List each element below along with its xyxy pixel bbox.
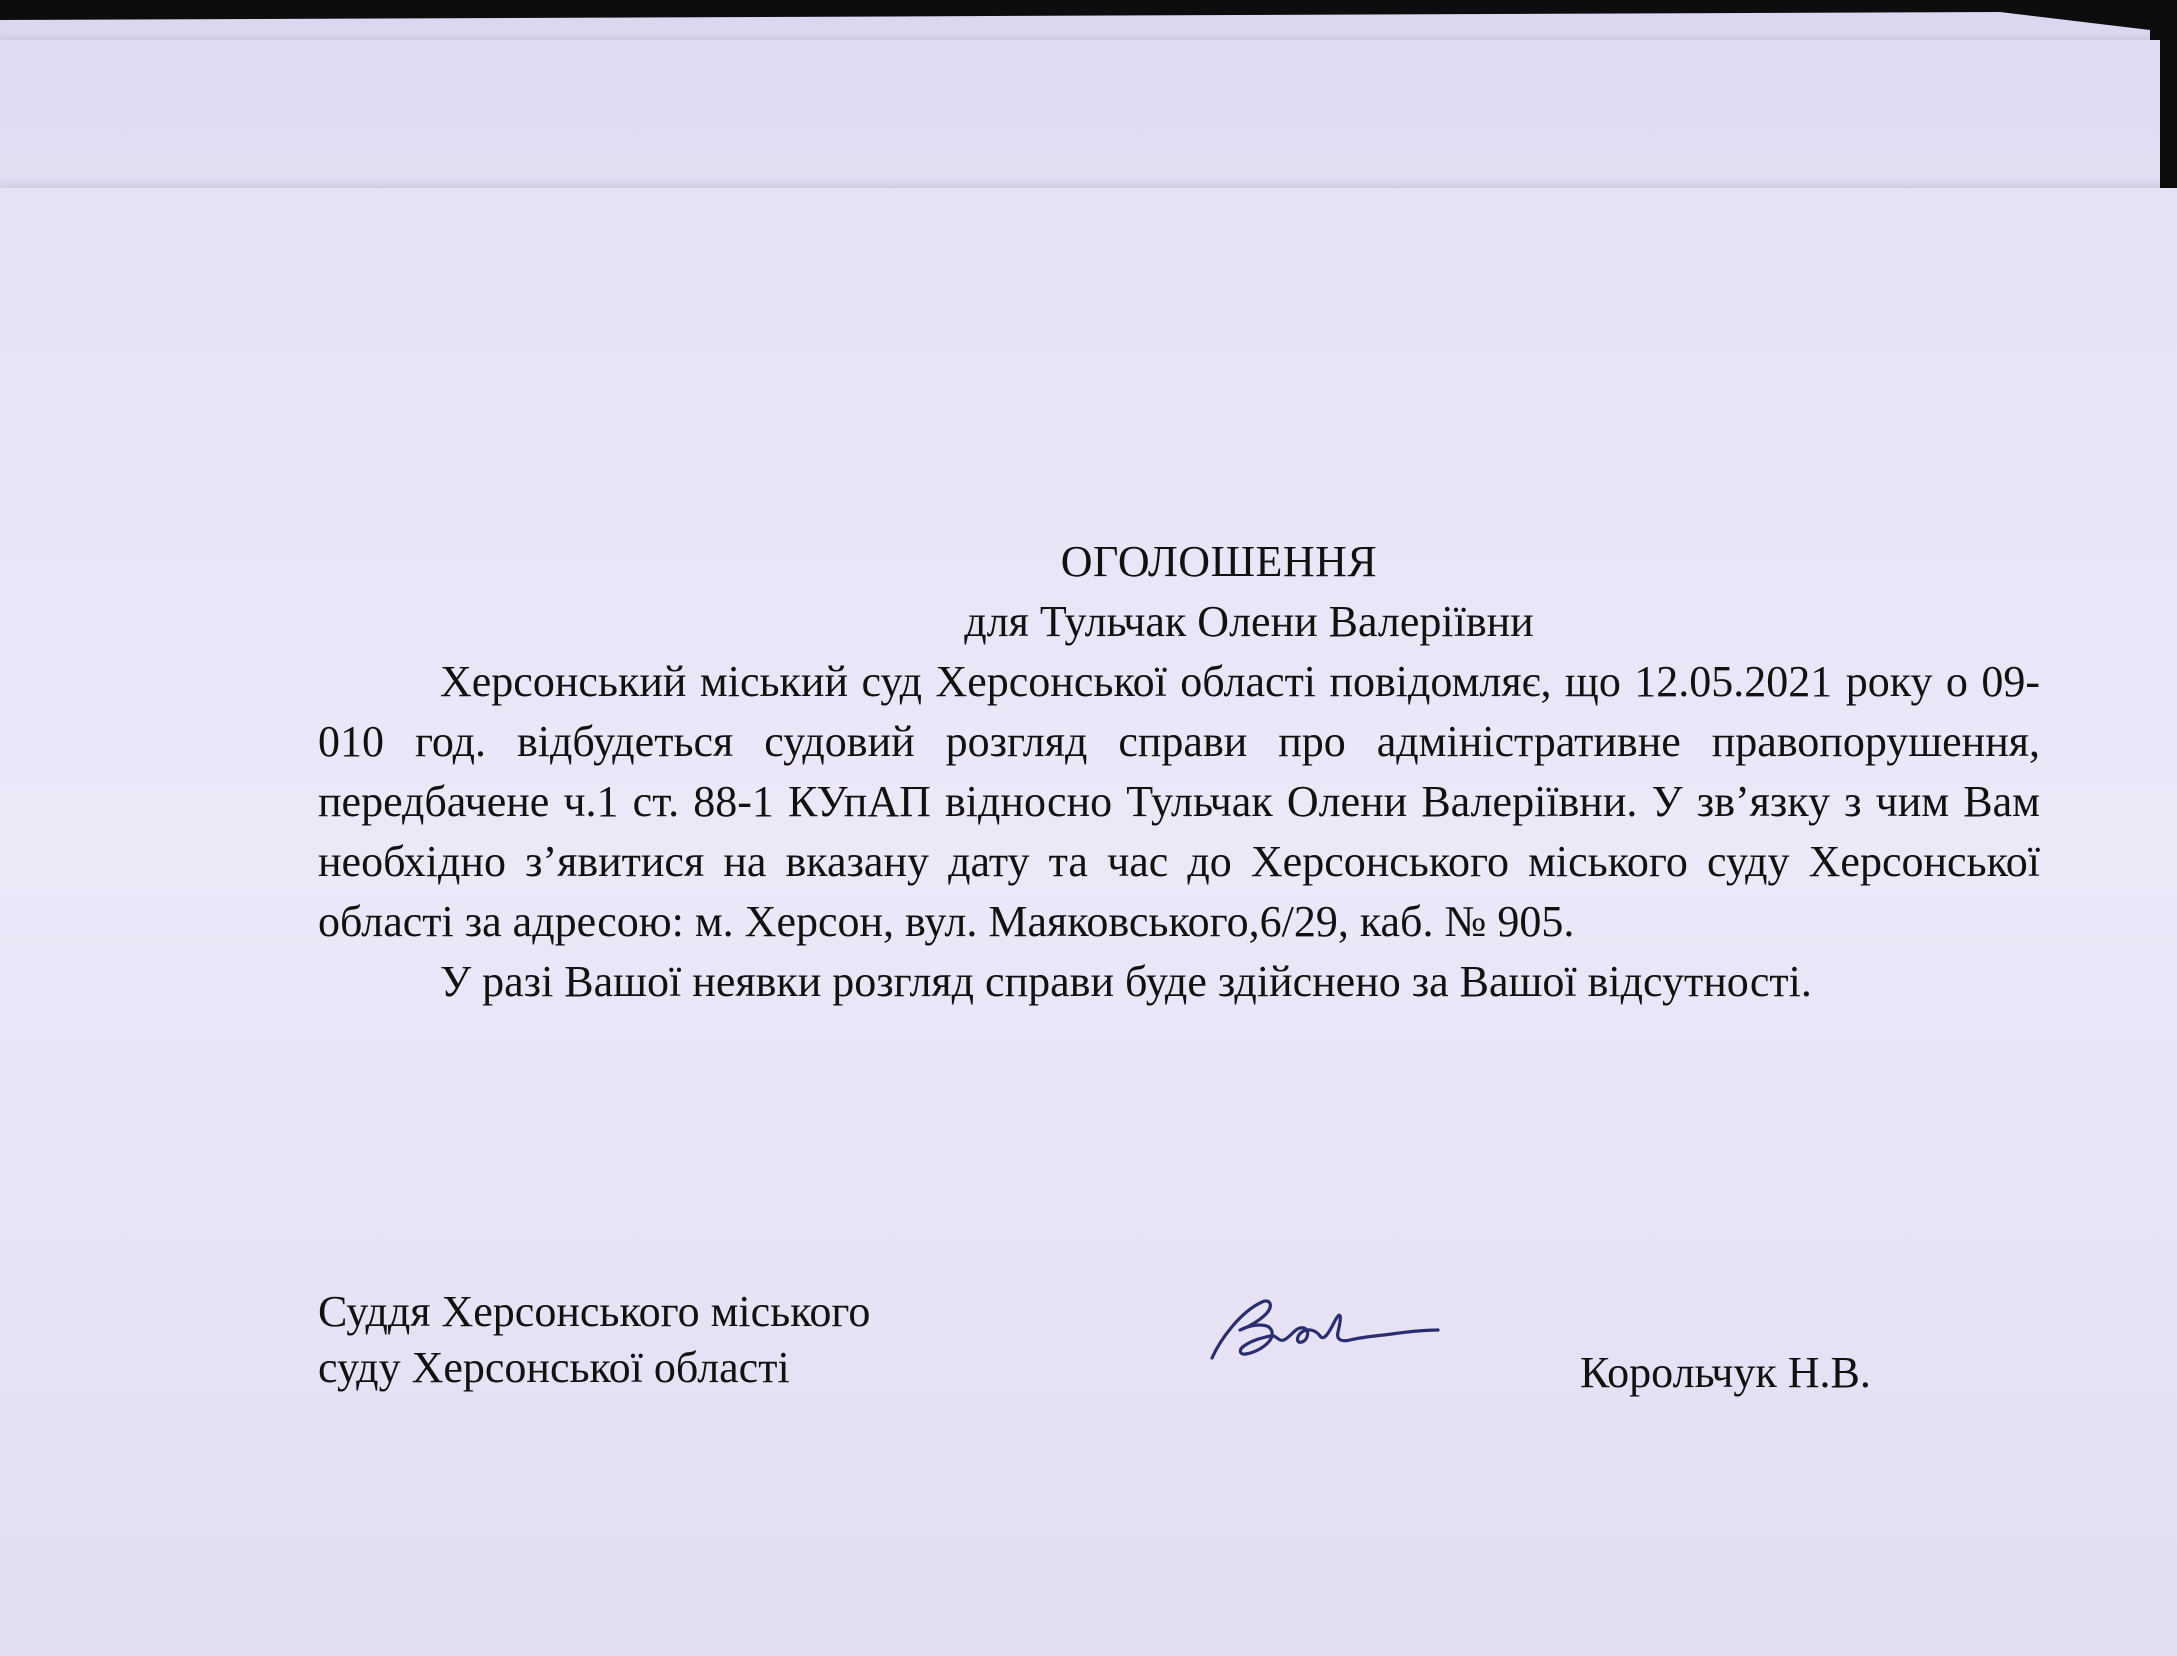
signatory-title bbox=[318, 1284, 870, 1396]
document-title: ОГОЛОШЕННЯ bbox=[1060, 537, 1378, 586]
body-paragraph-absence: У разі Вашої неявки розгляд справи буде здійснено за Вашої відсутності. bbox=[440, 957, 1812, 1006]
body-paragraph-main: Херсонський міський суд Херсонської області повідомляє, що 12.05.2021 року о 09-010 год. відбудеться судовий розгляд справи про адміністративне правопорушення, передбачене ч.1 ст. 88-1 КУпАП відносно Тульчак Олени Валеріївни. У зв’язку з чим Вам необхідно з’явитися на вказану дату та час до Херсонського міського суду Херсонської області за адресою: м. Херсон, вул. Маяковського,6/29, каб. № 905. bbox=[318, 657, 2040, 946]
signatory-title-line-2: суду Херсонської області bbox=[318, 1343, 790, 1392]
signatory-name: Корольчук Н.В. bbox=[1580, 1348, 1871, 1397]
signatory-title-line-1: Суддя Херсонського міського bbox=[318, 1287, 871, 1336]
handwritten-signature-icon bbox=[1200, 1280, 1450, 1380]
announcement-document bbox=[318, 532, 2040, 1012]
document-recipient: для Тульчак Олени Валеріївни bbox=[964, 597, 1534, 646]
